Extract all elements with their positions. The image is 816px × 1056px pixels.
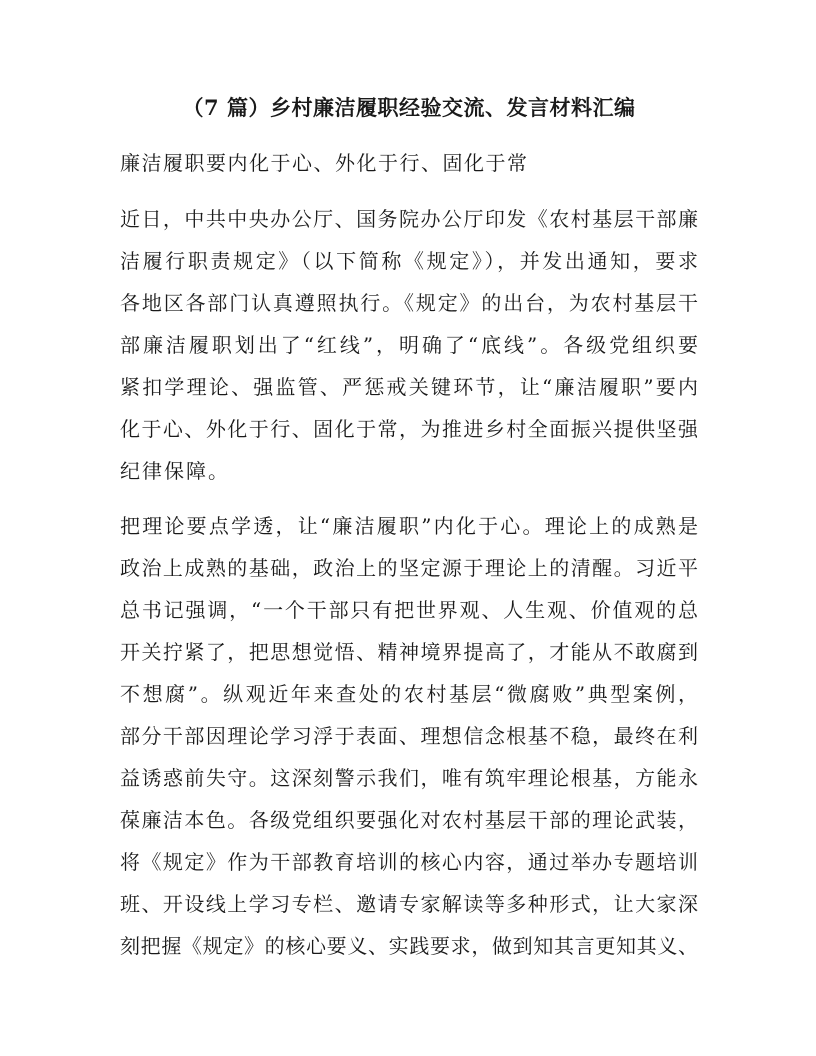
text-line: 把理论要点学透，让“廉洁履职”内化于心。理论上的成熟是: [120, 514, 698, 538]
text-line: 化于心、外化于行、固化于常，为推进乡村全面振兴提供坚强: [120, 417, 698, 441]
text-line: 刻把握《规定》的核心要义、实践要求，做到知其言更知其义、: [120, 934, 698, 958]
text-line: 开关拧紧了，把思想觉悟、精神境界提高了，才能从不敢腐到: [120, 640, 698, 664]
text-line: 葆廉洁本色。各级党组织要强化对农村基层干部的理论武装，: [120, 808, 698, 832]
text-line: 纪律保障。: [120, 459, 230, 483]
text-line: 近日，中共中央办公厅、国务院办公厅印发《农村基层干部廉: [120, 207, 698, 231]
text-line: 将《规定》作为干部教育培训的核心内容，通过举办专题培训: [120, 850, 698, 874]
text-line: 不想腐”。纵观近年来查处的农村基层“微腐败”典型案例，: [120, 682, 698, 706]
text-line: 政治上成熟的基础，政治上的坚定源于理论上的清醒。习近平: [120, 556, 698, 580]
text-line: 各地区各部门认真遵照执行。《规定》的出台，为农村基层干: [120, 291, 698, 315]
text-line: 洁履行职责规定》（以下简称《规定》），并发出通知，要求: [120, 249, 698, 273]
document-title: （7 篇）乡村廉洁履职经验交流、发言材料汇编: [182, 95, 636, 120]
text-line: 总书记强调，“一个干部只有把世界观、人生观、价值观的总: [120, 598, 698, 622]
text-line: 益诱惑前失守。这深刻警示我们，唯有筑牢理论根基，方能永: [120, 766, 698, 790]
text-line: 部分干部因理论学习浮于表面、理想信念根基不稳，最终在利: [120, 724, 698, 748]
document-subtitle: 廉洁履职要内化于心、外化于行、固化于常: [120, 151, 529, 175]
text-line: 班、开设线上学习专栏、邀请专家解读等多种形式，让大家深: [120, 892, 698, 916]
text-line: 部廉洁履职划出了“红线”，明确了“底线”。各级党组织要: [120, 333, 698, 357]
paragraph-2: [120, 505, 698, 967]
text-line: 紧扣学理论、强监管、严惩戒关键环节，让“廉洁履职”要内: [120, 375, 698, 399]
paragraph-1: [120, 198, 698, 492]
